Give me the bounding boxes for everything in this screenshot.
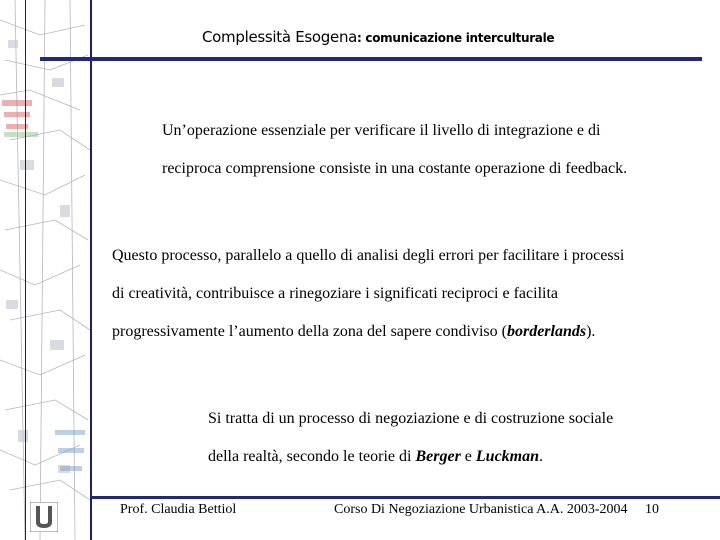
text-segment: della realtà, secondo le teorie di — [208, 448, 416, 465]
vertical-rule-right — [90, 0, 92, 540]
paragraph-negotiation — [208, 400, 613, 476]
paragraph-process — [112, 237, 624, 351]
slide-title — [202, 28, 554, 46]
paragraph-line: Si tratta di un processo di negoziazione e di costruzione sociale — [208, 410, 614, 427]
paragraph-feedback — [162, 112, 627, 188]
footer-course: Corso Di Negoziazione Urbanistica A.A. 2003-2004 — [334, 502, 628, 517]
vertical-rule-left — [25, 0, 26, 540]
paragraph-line — [112, 313, 624, 351]
paragraph-line: reciproca comprensione consiste in una costante operazione di feedback. — [162, 160, 628, 177]
paragraph-line: di creatività, contribuisce a rinegoziare i significati reciproci e facilita — [112, 285, 559, 302]
emphasis-borderlands: borderlands — [506, 323, 587, 340]
slide-title-main: Complessità Esogena — [202, 28, 358, 46]
title-underline — [40, 57, 702, 61]
paragraph-line — [208, 438, 613, 476]
emphasis-luckman: Luckman — [475, 448, 540, 465]
map-background — [0, 0, 90, 540]
text-segment: ). — [586, 323, 596, 340]
emphasis-berger: Berger — [415, 448, 461, 465]
footer-author: Prof. Claudia Bettiol — [120, 502, 237, 517]
slide-title-sub: : comunicazione interculturale — [357, 31, 555, 45]
paragraph-line: Questo processo, parallelo a quello di analisi degli errori per facilitare i processi — [112, 247, 625, 264]
page-number: 10 — [645, 502, 659, 517]
university-logo-icon — [30, 502, 58, 537]
text-segment: . — [539, 448, 544, 465]
paragraph-line: Un’operazione essenziale per verificare il livello di integrazione e di — [162, 122, 601, 139]
text-segment: progressivamente l’aumento della zona del sapere condiviso ( — [112, 323, 507, 340]
text-segment: e — [460, 448, 476, 465]
footer-rule — [92, 496, 720, 499]
